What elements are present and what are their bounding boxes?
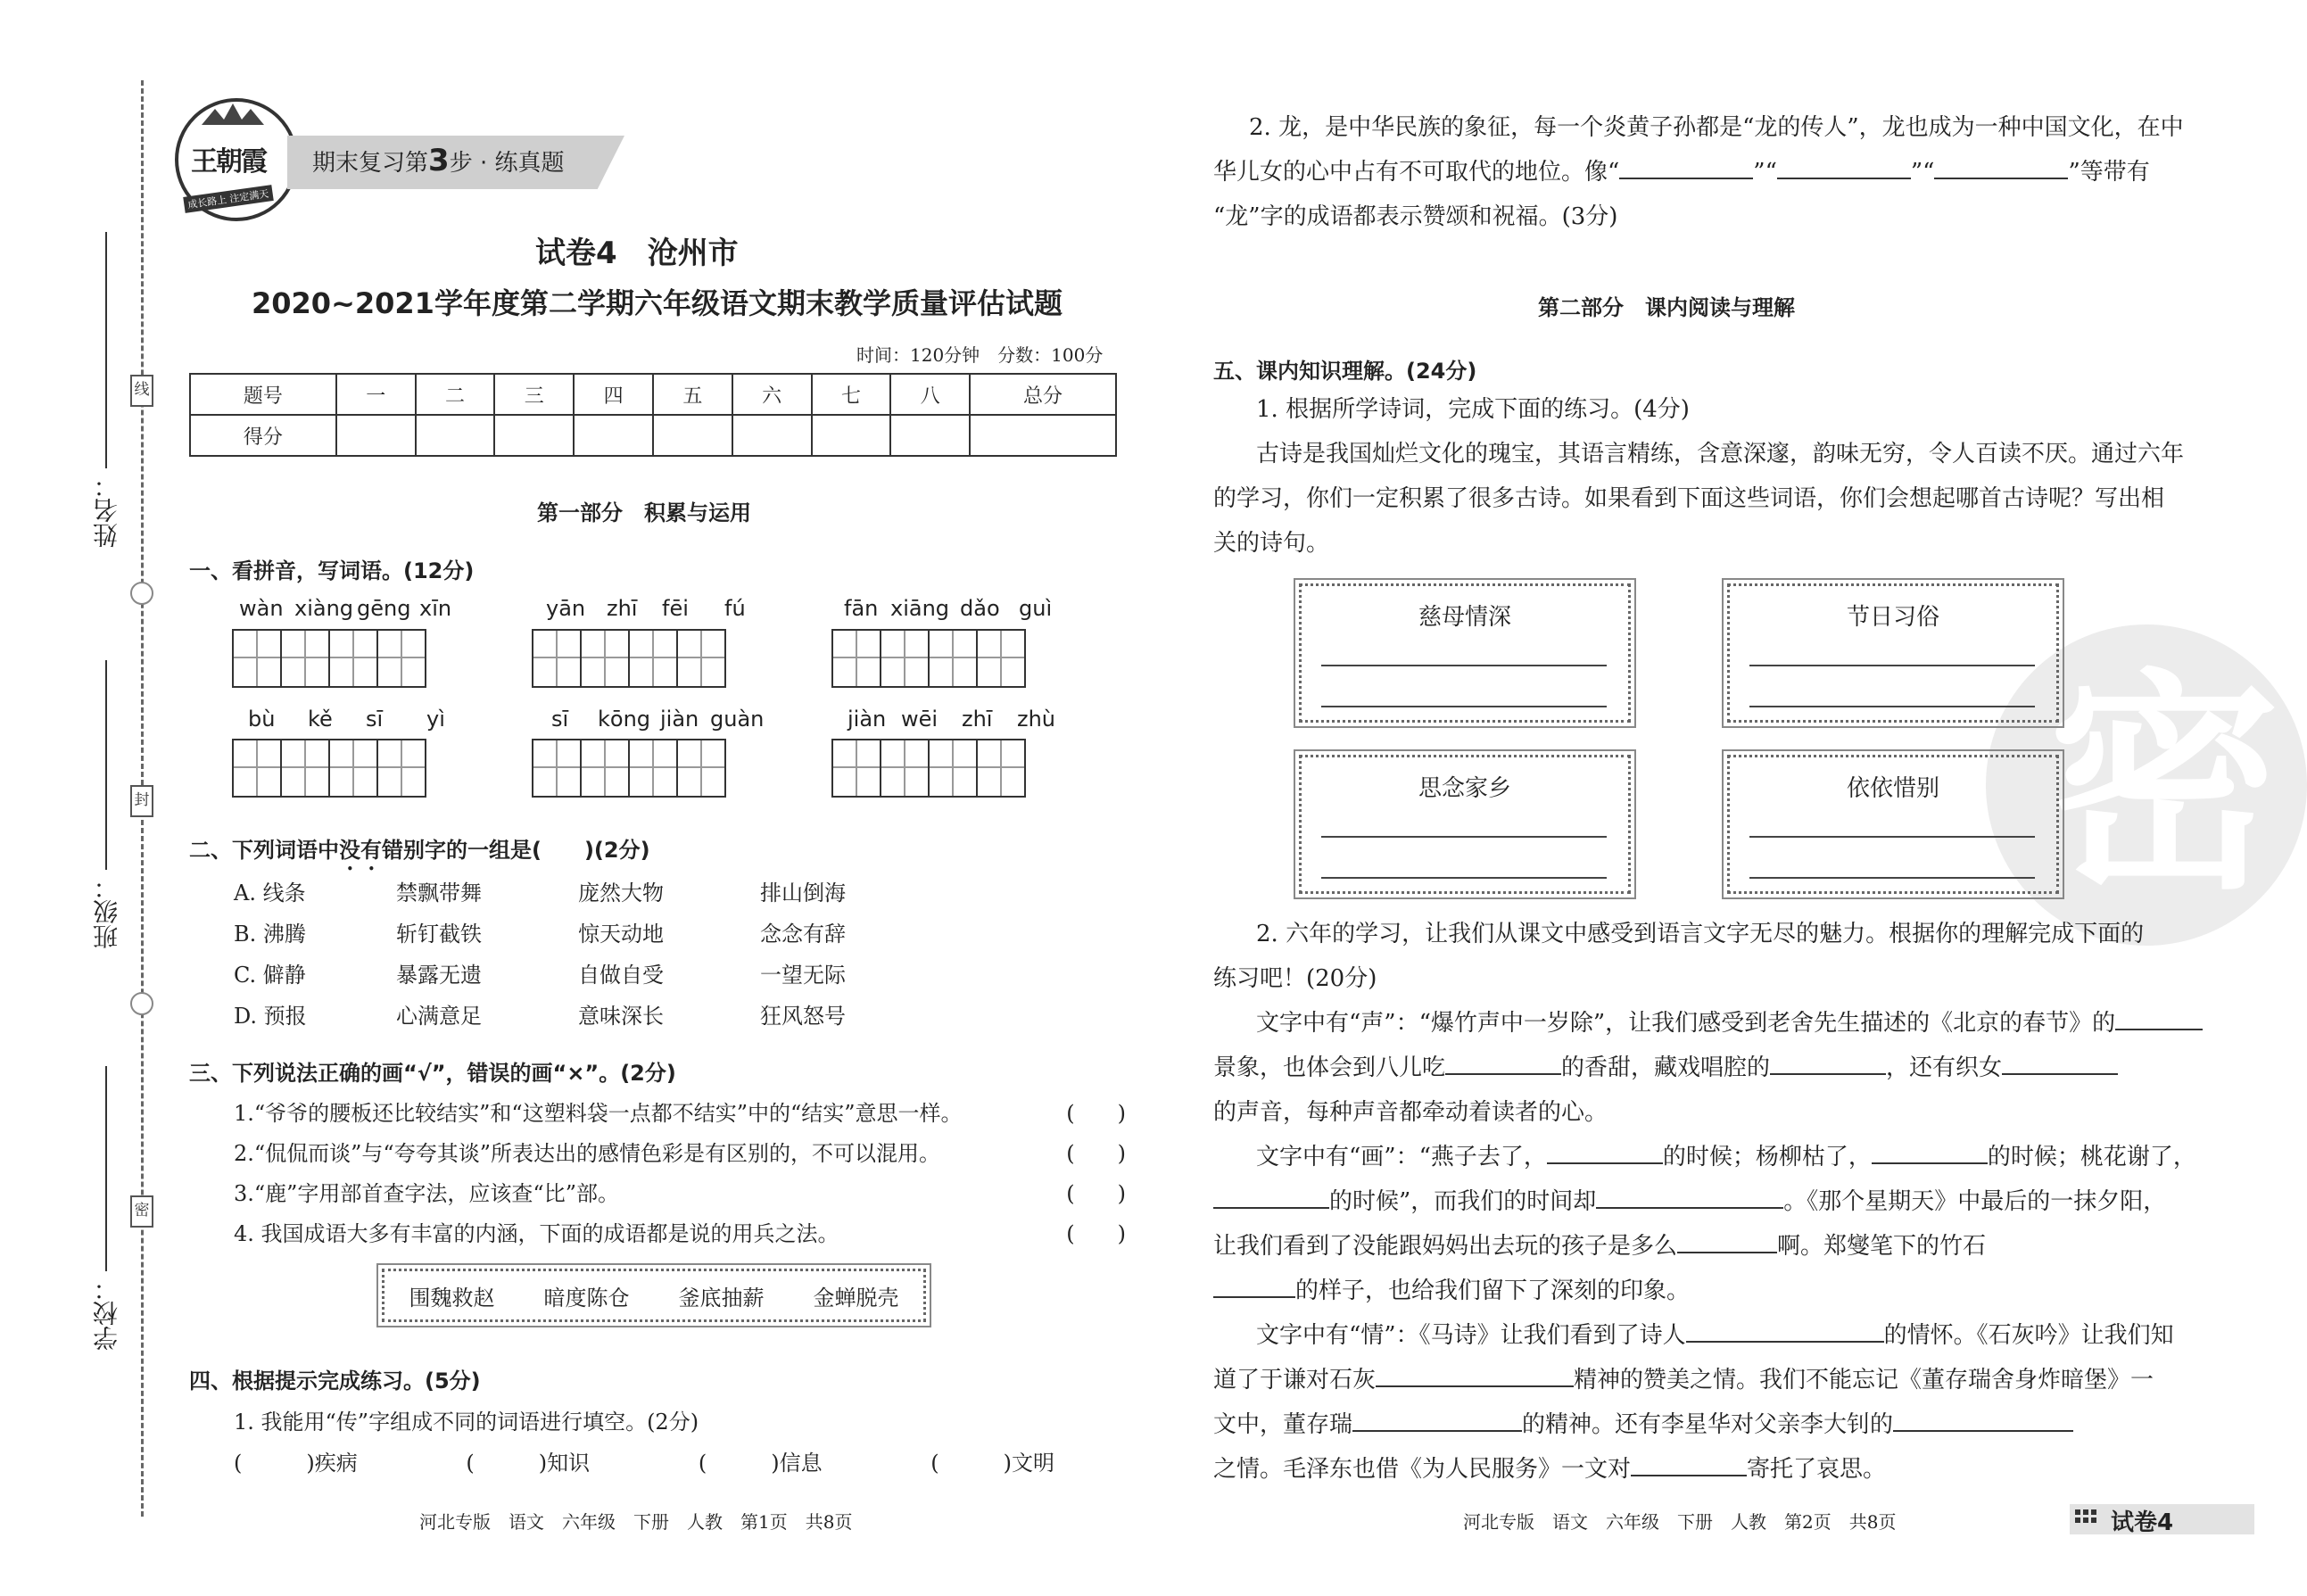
part1-heading: 第一部分 积累与运用 [537, 500, 751, 525]
option-row[interactable]: C. 僻静 暴露无遗 自做自受 一望无际 [234, 963, 846, 988]
time-info: 时间：120分钟 分数：100分 [856, 344, 1104, 366]
logo-text: 王朝霞 [191, 146, 266, 178]
feel-line3: 文中，董存瑞 的精神。还有李星华对父亲李大钊的 [1213, 1402, 2073, 1447]
q4-sub2-line3: “龙”字的成语都表示赞颂和祝福。(3分) [1213, 203, 1618, 230]
pinyin: fú [724, 596, 746, 621]
q3-title: 三、下列说法正确的画“√”，错误的画“×”。(2分) [189, 1061, 676, 1086]
score-input-cell[interactable] [970, 415, 1116, 456]
pinyin: dǎo [960, 596, 1000, 621]
score-cell: 一 [336, 374, 416, 415]
theme-box [1727, 583, 2059, 723]
seal-char-seal: 封 [130, 785, 153, 817]
theme-label: 节日习俗 [1846, 604, 1939, 631]
exam-subtitle: 2020~2021学年度第二学期六年级语文期末教学质量评估试题 [252, 286, 1063, 320]
fill-blank[interactable] [1619, 151, 1753, 179]
fill-blank[interactable] [1677, 1225, 1777, 1253]
score-input-cell[interactable] [732, 415, 812, 456]
score-cell: 总分 [970, 374, 1116, 415]
q4-sub1: 1. 我能用“传”字组成不同的词语进行填空。(2分) [234, 1410, 699, 1435]
pinyin: yì [426, 707, 445, 732]
seal-dot [130, 992, 153, 1015]
judge-item: 4. 我国成语大多有丰富的内涵，下面的成语都是说的用兵之法。 ( ) [234, 1214, 1126, 1254]
pinyin: wàn [239, 596, 284, 621]
grid-dots-icon [2075, 1509, 2096, 1523]
fill-blank[interactable]: ( )疾病 [234, 1451, 358, 1476]
option-row[interactable]: D. 预报 心满意足 意味深长 狂风怒号 [234, 1004, 846, 1029]
answer-line[interactable] [1749, 836, 2035, 838]
exam-title: 试卷4 沧州市 [535, 236, 739, 271]
fill-blank[interactable] [1376, 1359, 1574, 1387]
class-field[interactable] [105, 660, 107, 870]
intro-line: 关的诗句。 [1213, 530, 1330, 557]
fill-blank[interactable] [1686, 1314, 1884, 1343]
footer-left: 河北专版 语文 六年级 下册 人教 第1页 共8页 [419, 1511, 853, 1533]
fill-blank[interactable] [1631, 1448, 1747, 1476]
q3-items [234, 1094, 1126, 1254]
theme-label: 思念家乡 [1418, 775, 1511, 802]
fill-blank[interactable] [1547, 1136, 1663, 1164]
score-table-header-row [190, 374, 1116, 415]
pinyin: guàn [710, 707, 765, 732]
q4-sub2-line1: 2. 龙，是中华民族的象征，每一个炎黄子孙都是“龙的传人”，龙也成为一种中国文化，在中 [1249, 114, 2184, 141]
idiom: 金蝉脱壳 [813, 1285, 899, 1311]
idiom: 暗度陈仓 [543, 1285, 630, 1311]
sound-line1: 文字中有“声”：“爆竹声中一岁除”，让我们感受到老舍先生描述的《北京的春节》的 [1256, 1001, 2203, 1046]
school-field[interactable] [105, 1066, 107, 1271]
score-cell: 五 [653, 374, 732, 415]
idiom: 围魏救赵 [409, 1285, 495, 1311]
step-banner-text: 期末复习第3步 · 练真题 [312, 143, 565, 178]
q1-title: 一、看拼音，写词语。(12分) [189, 558, 475, 583]
pinyin: zhù [1017, 707, 1056, 732]
fill-blank[interactable] [1777, 151, 1911, 179]
tianzige-grid[interactable] [232, 629, 426, 688]
corner-tag: 试卷4 [2111, 1509, 2174, 1536]
feel-line1: 文字中有“情”：《马诗》让我们看到了诗人 的情怀。《石灰吟》让我们知 [1256, 1313, 2174, 1358]
name-label: 姓名： [92, 473, 121, 548]
paint-line1: 文字中有“画”：“燕子去了， 的时候；杨柳枯了， 的时候；桃花谢了， [1256, 1135, 2196, 1179]
fill-blank[interactable] [1770, 1046, 1886, 1075]
score-input-cell[interactable] [653, 415, 732, 456]
score-input-cell[interactable] [336, 415, 416, 456]
score-cell: 三 [494, 374, 574, 415]
tianzige-grid[interactable] [831, 629, 1026, 688]
fill-blank[interactable] [1596, 1180, 1783, 1209]
theme-label: 慈母情深 [1418, 604, 1511, 631]
answer-bracket[interactable]: ( ) [1066, 1141, 1126, 1166]
tianzige-grid[interactable] [532, 739, 726, 798]
q4-title: 四、根据提示完成练习。(5分) [189, 1369, 481, 1393]
school-label: 学校： [92, 1276, 121, 1351]
judge-item: 1.“爷爷的腰板还比较结实”和“这塑料袋一点都不结实”中的“结实”意思一样。 ( ) [234, 1094, 1126, 1134]
score-table-row [190, 415, 1116, 456]
q5-sub1: 1. 根据所学诗词，完成下面的练习。(4分) [1256, 396, 1690, 423]
seal-char-secret: 密 [130, 1195, 153, 1228]
answer-line[interactable] [1749, 706, 2035, 707]
score-input-cell[interactable] [890, 415, 970, 456]
score-cell: 二 [416, 374, 495, 415]
score-cell: 七 [812, 374, 891, 415]
judge-item: 2.“侃侃而谈”与“夸夸其谈”所表达出的感情色彩是有区别的，不可以混用。 ( ) [234, 1134, 1126, 1174]
theme-label: 依依惜别 [1846, 775, 1939, 802]
option-row[interactable]: A. 线条 禁飘带舞 庞然大物 排山倒海 [234, 881, 846, 906]
intro-line: 古诗是我国灿烂文化的瑰宝，其语言精练，含意深邃，韵味无穷，令人百读不厌。通过六年 [1256, 441, 2185, 467]
score-cell: 六 [732, 374, 812, 415]
name-field[interactable] [105, 232, 107, 468]
pinyin: fēi [662, 596, 689, 621]
answer-line[interactable] [1749, 877, 2035, 879]
pinyin: bù [248, 707, 276, 732]
paint-line2: 的时候”，而我们的时间却 。《那个星期天》中最后的一抹夕阳， [1213, 1179, 2166, 1224]
fill-blank[interactable] [1445, 1046, 1561, 1075]
fill-blank[interactable]: ( )文明 [930, 1451, 1054, 1476]
pinyin: xiāng [890, 596, 950, 621]
class-label: 班级： [92, 874, 121, 949]
pinyin: wēi [901, 707, 939, 732]
sound-line2: 景象，也体会到八儿吃 的香甜，藏戏唱腔的 ，还有织女 [1213, 1046, 2118, 1090]
pinyin: yān [546, 596, 586, 621]
fill-blank[interactable]: ( )知识 [466, 1451, 591, 1476]
tianzige-grid[interactable] [831, 739, 1026, 798]
pinyin: kě [308, 707, 333, 732]
tianzige-grid[interactable] [232, 739, 426, 798]
feel-line2: 道了于谦对石灰 精神的赞美之情。我们不能忘记《董存瑞舍身炸暗堡》一 [1213, 1358, 2154, 1402]
q5-sub2-line1: 2. 六年的学习，让我们从课文中感受到语言文字无尽的魅力。根据你的理解完成下面的 [1256, 921, 2145, 947]
judge-item: 3.“鹿”字用部首查字法，应该查“比”部。 ( ) [234, 1174, 1126, 1214]
score-cell: 四 [574, 374, 653, 415]
paint-line4: 的样子，也给我们留下了深刻的印象。 [1213, 1269, 1690, 1313]
score-input-cell[interactable] [416, 415, 495, 456]
idiom-box [382, 1269, 926, 1322]
pinyin: zhī [607, 596, 638, 621]
q4-blanks [234, 1445, 1054, 1476]
answer-line[interactable] [1321, 877, 1607, 879]
q2-options [234, 872, 1037, 1037]
logo-ribbon: 成长路上 注定满天 [183, 185, 273, 213]
sound-line3: 的声音，每种声音都牵动着读者的心。 [1213, 1099, 1608, 1126]
score-input-cell[interactable] [574, 415, 653, 456]
fill-blank[interactable] [1213, 1269, 1295, 1298]
score-table [189, 373, 1117, 457]
answer-bracket[interactable]: ( ) [1066, 1221, 1126, 1246]
pinyin: fān [844, 596, 879, 621]
score-row-label: 得分 [190, 415, 336, 456]
idiom: 釜底抽薪 [678, 1285, 765, 1311]
fill-blank[interactable] [1893, 1403, 2073, 1432]
seal-char-line: 线 [130, 375, 153, 407]
q5-sub2-line2: 练习吧！(20分) [1213, 965, 1377, 992]
theme-box [1299, 755, 1631, 894]
fill-blank[interactable] [1352, 1403, 1522, 1432]
pinyin: xīn [419, 596, 452, 621]
footer-right: 河北专版 语文 六年级 下册 人教 第2页 共8页 [1463, 1511, 1897, 1533]
fill-blank[interactable] [1872, 1136, 1988, 1164]
answer-bracket[interactable]: ( ) [1066, 1181, 1126, 1206]
answer-line[interactable] [1321, 836, 1607, 838]
q2-title: 二、下列词语中没有错别字的一组是( )(2分) [189, 838, 650, 863]
q5-title: 五、课内知识理解。(24分) [1213, 359, 1477, 384]
score-cell: 题号 [190, 374, 336, 415]
score-input-cell[interactable] [494, 415, 574, 456]
answer-line[interactable] [1321, 665, 1607, 666]
brand-logo [175, 98, 298, 221]
fill-blank[interactable] [1213, 1180, 1329, 1209]
q4-sub2-line2: 华儿女的心中占有不可取代的地位。像“ ”“ ”“ ”等带有 [1213, 150, 2150, 194]
score-input-cell[interactable] [812, 415, 891, 456]
part2-heading: 第二部分 课内阅读与理解 [1538, 295, 1795, 320]
theme-box [1299, 583, 1631, 723]
watermark-seal: 密 [1986, 624, 2253, 946]
fill-blank[interactable] [2002, 1046, 2118, 1075]
pinyin: sī [551, 707, 569, 732]
pinyin: jiàn [660, 707, 699, 732]
score-cell: 八 [890, 374, 970, 415]
pinyin: gēng [357, 596, 411, 621]
pinyin: kōng [598, 707, 651, 732]
seal-dot [130, 582, 153, 605]
paint-line3: 让我们看到了没能跟妈妈出去玩的孩子是多么 啊。郑燮笔下的竹石 [1213, 1224, 1986, 1269]
fill-blank[interactable]: ( )信息 [698, 1451, 823, 1476]
fill-blank[interactable] [2115, 1002, 2203, 1030]
pinyin: sī [366, 707, 384, 732]
intro-line: 的学习，你们一定积累了很多古诗。如果看到下面这些词语，你们会想起哪首古诗呢？写出相 [1213, 485, 2165, 512]
theme-box [1727, 755, 2059, 894]
answer-line[interactable] [1749, 665, 2035, 666]
option-row[interactable]: B. 沸腾 斩钉截铁 惊天动地 念念有辞 [234, 922, 846, 947]
tianzige-grid[interactable] [532, 629, 726, 688]
feel-line4: 之情。毛泽东也借《为人民服务》一文对 寄托了哀思。 [1213, 1447, 1886, 1492]
pinyin: zhī [962, 707, 993, 732]
answer-line[interactable] [1321, 706, 1607, 707]
pinyin: jiàn [848, 707, 887, 732]
pinyin: xiàng [294, 596, 354, 621]
fill-blank[interactable] [1934, 151, 2068, 179]
pinyin: guì [1019, 596, 1053, 621]
answer-bracket[interactable]: ( ) [1066, 1101, 1126, 1126]
